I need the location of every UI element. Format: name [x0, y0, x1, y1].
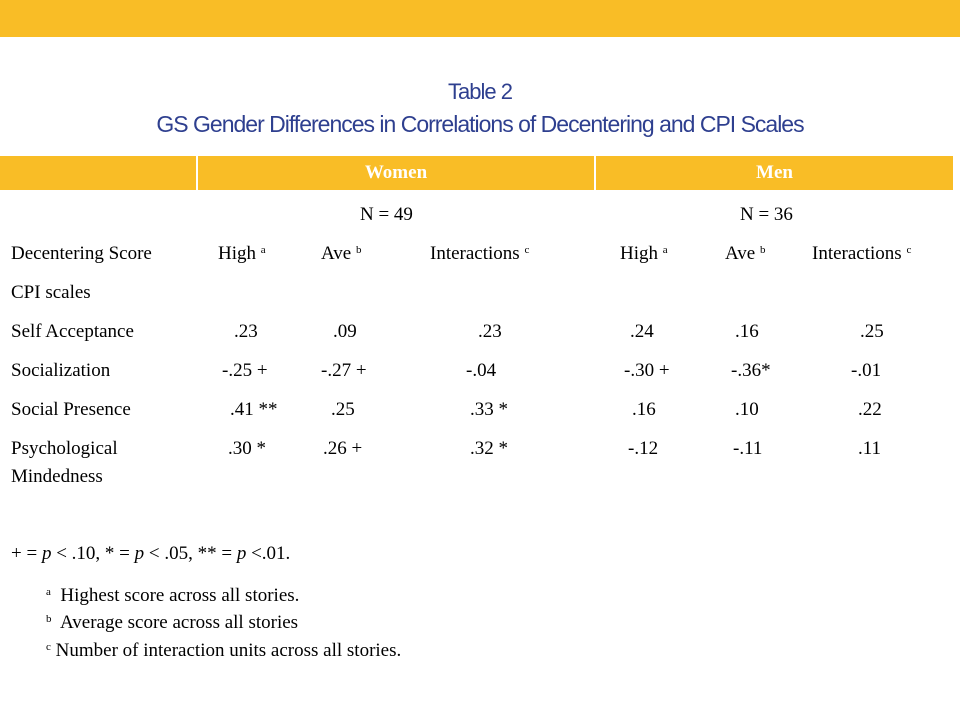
decentering-score-label: Decentering Score: [11, 243, 152, 264]
header-men: Men: [596, 156, 953, 190]
men-ave-value: -.36*: [731, 360, 771, 381]
women-interactions-value: .32 *: [470, 438, 508, 459]
men-ave-value: .16: [735, 321, 759, 342]
women-ave-header: Ave $^b$: [321, 243, 362, 264]
men-high-value: .24: [630, 321, 654, 342]
women-interactions-value: .33 *: [470, 399, 508, 420]
men-high-header: High $^a$: [620, 243, 668, 264]
women-high-value: .30 *: [228, 438, 266, 459]
row-label-continued: Mindedness: [11, 466, 103, 487]
women-high-header: High $^a$: [218, 243, 266, 264]
men-interactions-value: -.01: [851, 360, 882, 381]
men-high-value: -.12: [628, 438, 659, 459]
women-interactions-value: -.04: [466, 360, 497, 381]
n-men: N = 36: [740, 204, 793, 225]
row-label: Social Presence: [11, 399, 131, 420]
significance-legend: + = p < .10, * = p < .05, ** = p <.01.: [11, 543, 291, 564]
table-number: Table 2: [448, 79, 512, 104]
women-high-value: .23: [234, 321, 258, 342]
top-accent-bar: [0, 0, 960, 37]
women-ave-value: .09: [333, 321, 357, 342]
men-interactions-header: Interactions $^c$: [812, 243, 912, 264]
footnote-a: $^a$ Highest score across all stories.: [46, 585, 300, 606]
men-interactions-value: .25: [860, 321, 884, 342]
footnote-b: $^b$ Average score across all stories: [46, 612, 299, 633]
women-ave-value: .26 +: [323, 438, 363, 459]
men-high-value: -.30 +: [624, 360, 670, 381]
women-ave-value: -.27 +: [321, 360, 367, 381]
men-high-value: .16: [632, 399, 656, 420]
men-ave-value: .10: [735, 399, 759, 420]
women-ave-value: .25: [331, 399, 355, 420]
men-ave-header: Ave $^b$: [725, 243, 766, 264]
women-high-value: -.25 +: [222, 360, 268, 381]
row-label: Psychological: [11, 438, 118, 459]
men-interactions-value: .22: [858, 399, 882, 420]
table-title: GS Gender Differences in Correlations of Decentering and CPI Scales: [156, 111, 804, 137]
row-label: Self Acceptance: [11, 321, 134, 342]
cpi-scales-label: CPI scales: [11, 282, 91, 303]
men-interactions-value: .11: [858, 438, 882, 459]
header-women: Women: [198, 156, 594, 190]
men-ave-value: -.11: [733, 438, 763, 459]
n-women: N = 49: [360, 204, 413, 225]
footnote-c: $^c$ Number of interaction units across all stories.: [46, 640, 402, 661]
women-interactions-header: Interactions $^c$: [430, 243, 530, 264]
women-interactions-value: .23: [478, 321, 502, 342]
header-blank-cell: [0, 156, 196, 190]
women-high-value: .41 **: [230, 399, 278, 420]
row-label: Socialization: [11, 360, 111, 381]
